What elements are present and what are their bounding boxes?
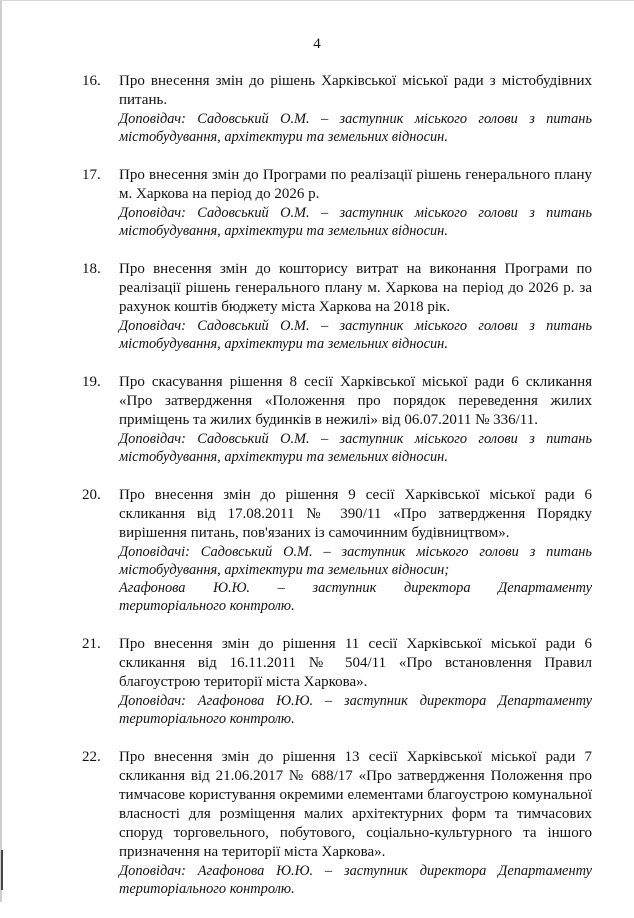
item-reporter: Доповідач: Садовський О.М. – заступник міського голови з питань містобудування, архітектури та земельних відносин. [119, 431, 592, 465]
reporter-word: заступник [312, 580, 377, 596]
item-title: Про внесення змін до рішення 11 сесії Харківської міської ради 6 скликання від 16.11.2011 № 504/11 «Про встановлення Правил благоустрою території міста Харкова». [119, 636, 592, 690]
item-number: 18. [82, 261, 101, 277]
item-number: 16. [82, 73, 101, 89]
item-reporter: Доповідач: Садовський О.М. – заступник міського голови з питань містобудування, архітектури та земельних відносин. [119, 205, 592, 239]
item-title: Про внесення змін до рішення 9 сесії Харківської міської ради 6 скликання від 17.08.2011 № 390/11 «Про затвердження Порядку вирішення питань, пов'язаних із самочинним будівництвом». [119, 487, 592, 541]
agenda-item [82, 373, 592, 466]
reporter-word: Агафонова [119, 580, 186, 596]
agenda-item [82, 166, 592, 240]
reporter-word: – [277, 580, 285, 596]
item-title: Про внесення змін до рішення 13 сесії Харківської міської ради 7 скликання від 21.06.2017 № 688/17 «Про затвердження Положення про тимчасове користування окремими елементами благоустрою комунальної власності для розміщення малих архітектурних форм та тимчасових споруд торговельного, побутового, соціально-культурного та іншого призначення на території міста Харкова». [119, 749, 592, 860]
agenda-list [82, 72, 592, 918]
item-reporter: Доповідач: Садовський О.М. – заступник міського голови з питань містобудування, архітектури та земельних відносин. [119, 111, 592, 145]
item-number: 21. [82, 636, 101, 652]
item-title: Про внесення змін до Програми по реалізації рішень генерального плану м. Харкова на період до 2026 р. [119, 167, 592, 202]
agenda-item [82, 748, 592, 898]
item-number: 17. [82, 167, 101, 183]
agenda-item [82, 260, 592, 353]
item-title: Про внесення змін до рішень Харківської міської ради з містобудівних питань. [119, 73, 592, 108]
item-reporter-second-end: територіального контролю. [119, 598, 295, 614]
item-reporter: Доповідач: Агафонова Ю.Ю. – заступник директора Департаменту територіального контролю. [119, 863, 592, 897]
item-reporter-second [119, 579, 592, 597]
item-number: 19. [82, 374, 101, 390]
agenda-item [82, 72, 592, 146]
agenda-item [82, 635, 592, 728]
item-number: 20. [82, 487, 101, 503]
reporter-word: Ю.Ю. [213, 580, 251, 596]
scan-edge-mark [1, 850, 3, 890]
item-title: Про скасування рішення 8 сесії Харківської міської ради 6 скликання «Про затвердження «Положення про порядок переведення жилих приміщень та жилих будинків в нежилі» від 06.07.2011 № 336/11. [119, 374, 592, 428]
item-reporter: Доповідачі: Садовський О.М. – заступник міського голови з питань містобудування, архітектури та земельних відносин; [119, 544, 592, 578]
agenda-item [82, 486, 592, 615]
item-reporter: Доповідач: Агафонова Ю.Ю. – заступник директора Департаменту територіального контролю. [119, 693, 592, 727]
reporter-word: директора [403, 580, 471, 596]
item-number: 22. [82, 749, 101, 765]
item-reporter: Доповідач: Садовський О.М. – заступник міського голови з питань містобудування, архітектури та земельних відносин. [119, 318, 592, 352]
page-number: 4 [313, 36, 321, 52]
item-title: Про внесення змін до кошторису витрат на виконання Програми по реалізації рішень генерального плану м. Харкова на період до 2026 р. за рахунок коштів бюджету міста Харкова на 2018 рік. [119, 261, 592, 315]
reporter-word: Департаменту [498, 580, 592, 596]
